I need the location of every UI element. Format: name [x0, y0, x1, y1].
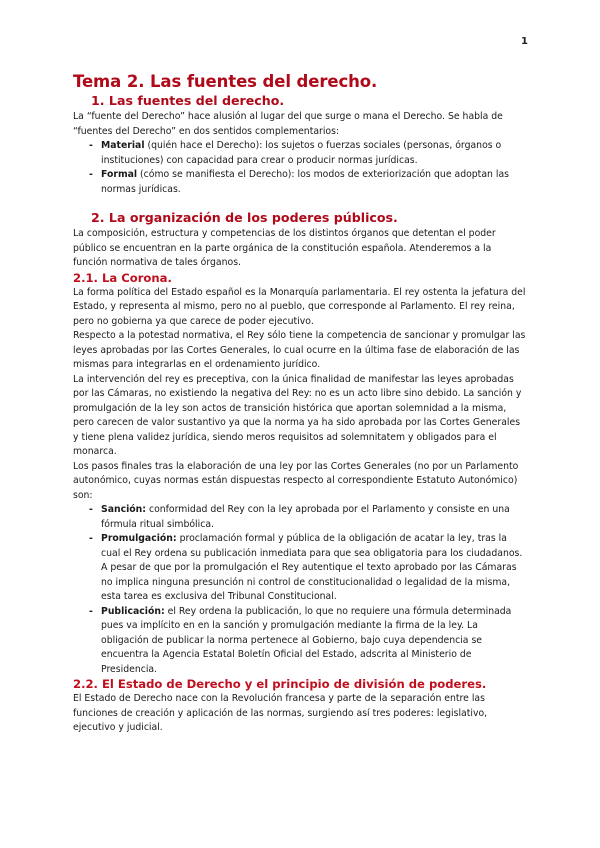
list-item [73, 532, 527, 605]
item-term: Material [101, 140, 145, 151]
section-2-heading: 2. La organización de los poderes públicos. [91, 210, 398, 225]
paragraph: La intervención del rey es preceptiva, con la única finalidad de manifestar las leyes aprobadas por las Cámaras, no existiendo la negativa del Rey: no es un acto libre sino debido. La sanción y promulgación de la ley son actos de transición histórica que aportan solemnidad a la misma, pero carecen de valor sustantivo ya que la norma ya ha sido aprobada por las Cortes Generales y tiene plena validez jurídica, siendo meros requisitos ad solemnitatem y obligados para el monarca. [73, 373, 522, 457]
list-item [73, 139, 527, 168]
paragraph: El Estado de Derecho nace con la Revolución francesa y parte de la separación entre las funciones de creación y aplicación de las normas, surgiendo así tres poderes: legislativo, ejecutivo y judicial. [73, 693, 488, 733]
list-item [73, 503, 527, 532]
section-1-heading: 1. Las fuentes del derecho. [91, 93, 285, 108]
section-2-intro: La composición, estructura y competencias de los distintos órganos que detentan el poder público se encuentran en la parte orgánica de la constitución española. Atenderemos a la función normativa de tales órganos. [73, 228, 496, 268]
page-number: 1 [521, 36, 528, 47]
item-text: (quién hace el Derecho): los sujetos o fuerzas sociales (personas, órganos o instituciones) con capacidad para crear o producir normas jurídicas. [101, 140, 502, 166]
law-steps-list [73, 503, 527, 677]
item-term: Publicación: [101, 605, 165, 617]
list-item [73, 168, 527, 197]
dash-bullet: - [89, 169, 93, 180]
section-1-intro: La “fuente del Derecho” hace alusión al lugar del que surge o mana el Derecho. Se habla de “fuentes del Derecho” en dos sentidos complementarios: [73, 111, 503, 137]
document-body [73, 72, 527, 736]
dash-bullet: - [89, 140, 93, 151]
source-types-list [73, 139, 527, 197]
subsection-2-2-heading: 2.2. El Estado de Derecho y el principio de división de poderes. [73, 677, 487, 691]
dash-bullet: - [89, 504, 93, 515]
item-term: Promulgación: [101, 533, 177, 544]
dash-bullet: - [89, 533, 93, 544]
item-text: el Rey ordena la publicación, lo que no requiere una fórmula determinada pues va implícito en en la sanción y promulgación mediante la firma de la ley. La obligación de publicar la norma pertenece al Gobierno, bajo cuya dependencia se encuentra la Agencia Estatal Boletín Oficial del Estado, adscrita al Ministerio de Presidencia. [101, 605, 512, 675]
subsection-2-1-heading: 2.1. La Corona. [73, 270, 172, 285]
item-text: conformidad del Rey con la ley aprobada por el Parlamento y consiste en una fórmula ritual simbólica. [101, 504, 510, 530]
item-term: Sanción: [101, 504, 147, 515]
item-term: Formal [101, 169, 138, 180]
item-extra: A pesar de que por la promulgación el Rey autentique el texto aprobado por las Cámaras no implica ninguna presunción ni control de constitucionalidad o legalidad de la misma, esta tarea es exclusiva del Tribunal Constitucional. [101, 562, 517, 602]
paragraph: Respecto a la potestad normativa, el Rey sólo tiene la competencia de sancionar y promulgar las leyes aprobadas por las Cortes Generales, lo cual ocurre en la última fase de elaboración de las mismas para integrarlas en el ordenamiento jurídico. [73, 330, 526, 370]
paragraph: Los pasos finales tras la elaboración de una ley por las Cortes Generales (no por un Parlamento autonómico, cuyas normas están dispuestas respecto al correspondiente Estatuto Autonómico) son: [73, 460, 519, 501]
list-item [73, 605, 527, 678]
document-title: Tema 2. Las fuentes del derecho. [73, 72, 378, 91]
item-text: (cómo se manifiesta el Derecho): los modos de exteriorización que adoptan las normas jurídicas. [101, 169, 509, 195]
dash-bullet: - [89, 605, 93, 617]
item-text: proclamación formal y pública de la obligación de acatar la ley, tras la cual el Rey ordena su publicación inmediata para que sea obligatoria para los ciudadanos. [101, 533, 523, 559]
paragraph: La forma política del Estado español es la Monarquía parlamentaria. El rey ostenta la jefatura del Estado, y representa al mismo, pero no al pueblo, que corresponde al Parlamento. El rey reina, pero no gobierna ya que carece de poder ejecutivo. [73, 286, 526, 327]
